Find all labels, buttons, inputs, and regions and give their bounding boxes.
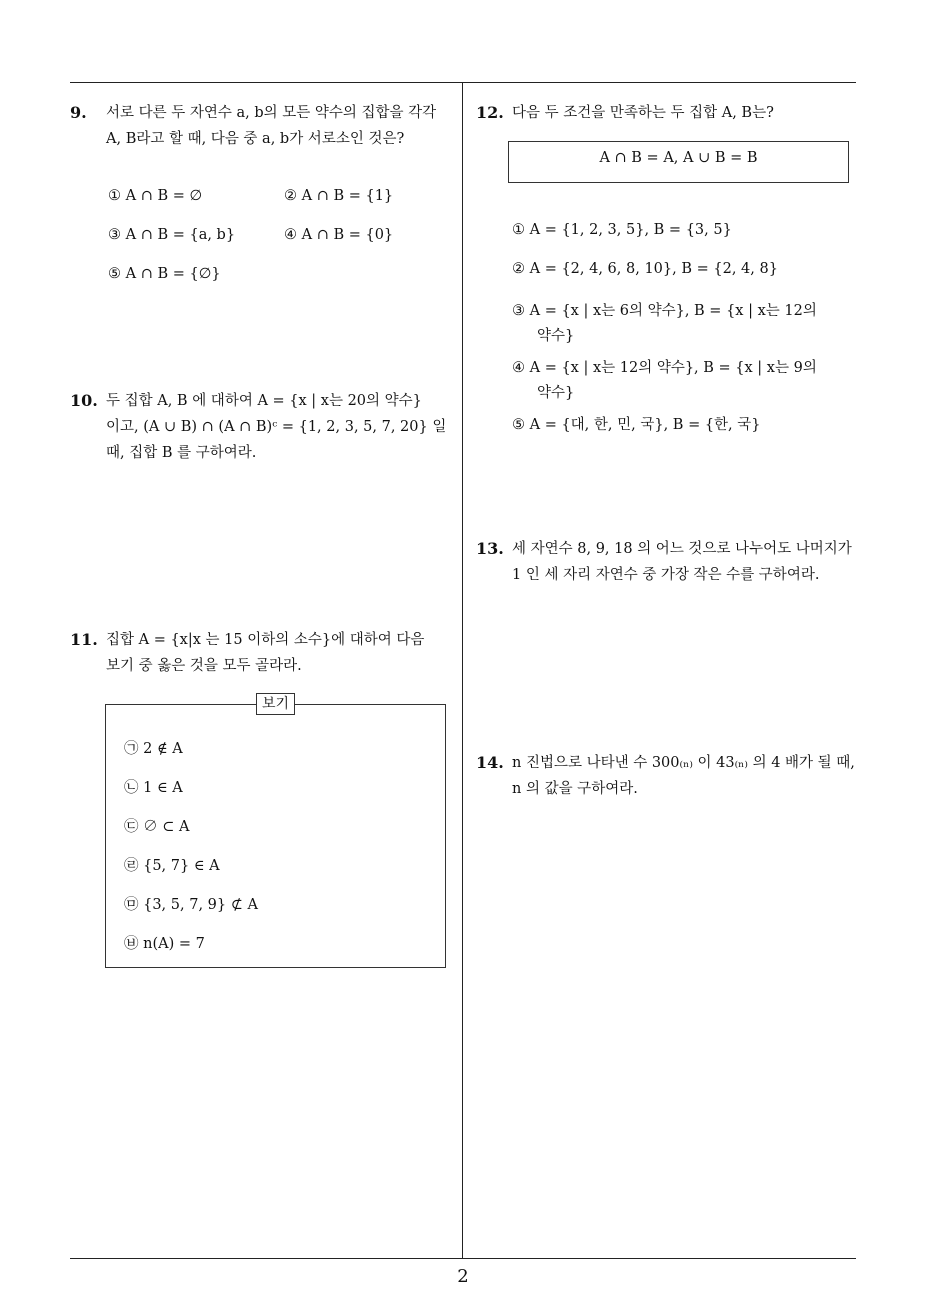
question-line: 1 인 세 자리 자연수 중 가장 작은 수를 구하여라. bbox=[512, 567, 820, 583]
question-text bbox=[476, 536, 856, 588]
choice-1: ① A ∩ B = ∅ bbox=[108, 188, 203, 204]
question-text bbox=[70, 100, 456, 152]
bogi-item: ㉠ 2 ∉ A bbox=[124, 741, 183, 757]
question-line: 이고, (A ∪ B) ∩ (A ∩ B)ᶜ = {1, 2, 3, 5, 7, 20} 일 bbox=[106, 419, 447, 435]
question-line: 집합 A = {x|x 는 15 이하의 소수}에 대하여 다음 bbox=[106, 632, 425, 648]
choice-3: ③ A ∩ B = {a, b} bbox=[108, 227, 236, 243]
question-line: 두 집합 A, B 에 대하여 A = {x | x는 20의 약수} bbox=[106, 393, 422, 409]
bogi-item: ㉣ {5, 7} ∈ A bbox=[124, 858, 220, 874]
question-line: n 진법으로 나타낸 수 300₍ₙ₎ 이 43₍ₙ₎ 의 4 배가 될 때, bbox=[512, 755, 855, 771]
question-number: 10. bbox=[70, 391, 98, 410]
question-line: 다음 두 조건을 만족하는 두 집합 A, B는? bbox=[512, 105, 774, 121]
bogi-label: 보기 bbox=[256, 693, 295, 715]
question-10 bbox=[70, 388, 456, 466]
question-line: 보기 중 옳은 것을 모두 골라라. bbox=[106, 658, 302, 674]
question-number: 9. bbox=[70, 103, 87, 122]
question-text bbox=[70, 388, 456, 466]
question-line: 서로 다른 두 자연수 a, b의 모든 약수의 집합을 각각 bbox=[106, 105, 437, 121]
top-rule bbox=[70, 82, 856, 83]
bogi-item: ㉥ n(A) = 7 bbox=[124, 936, 205, 952]
question-text bbox=[476, 100, 856, 126]
choice-3: ③ A = {x | x는 6의 약수}, B = {x | x는 12의 bbox=[512, 303, 817, 319]
choice-1: ① A = {1, 2, 3, 5}, B = {3, 5} bbox=[512, 222, 732, 238]
question-12 bbox=[476, 100, 856, 126]
question-9 bbox=[70, 100, 456, 152]
question-number: 11. bbox=[70, 630, 98, 649]
question-13 bbox=[476, 536, 856, 588]
bogi-box bbox=[105, 696, 446, 968]
choice-5: ⑤ A = {대, 한, 민, 국}, B = {한, 국} bbox=[512, 417, 761, 433]
condition-box bbox=[508, 141, 849, 183]
question-text bbox=[476, 750, 856, 802]
question-text bbox=[70, 627, 456, 679]
bogi-item: ㉢ ∅ ⊂ A bbox=[124, 819, 190, 835]
question-line: 세 자연수 8, 9, 18 의 어느 것으로 나누어도 나머지가 bbox=[512, 541, 852, 557]
bottom-rule bbox=[70, 1258, 856, 1259]
page-number: 2 bbox=[457, 1266, 469, 1287]
question-11 bbox=[70, 627, 456, 679]
question-number: 12. bbox=[476, 103, 504, 122]
choice-4: ④ A ∩ B = {0} bbox=[284, 227, 394, 243]
bogi-item: ㉡ 1 ∈ A bbox=[124, 780, 183, 796]
question-line: A, B라고 할 때, 다음 중 a, b가 서로소인 것은? bbox=[106, 131, 405, 147]
question-number: 14. bbox=[476, 753, 504, 772]
column-divider bbox=[462, 82, 463, 1258]
choice-5: ⑤ A ∩ B = {∅} bbox=[108, 266, 221, 282]
question-line: n 의 값을 구하여라. bbox=[512, 781, 638, 797]
choice-2: ② A = {2, 4, 6, 8, 10}, B = {2, 4, 8} bbox=[512, 261, 778, 277]
condition-text: A ∩ B = A, A ∪ B = B bbox=[599, 150, 758, 166]
choice-2: ② A ∩ B = {1} bbox=[284, 188, 394, 204]
bogi-item: ㉤ {3, 5, 7, 9} ⊄ A bbox=[124, 897, 258, 913]
question-line: 때, 집합 B 를 구하여라. bbox=[106, 445, 257, 461]
choice-3-continued: 약수} bbox=[537, 328, 575, 344]
question-number: 13. bbox=[476, 539, 504, 558]
choice-4-continued: 약수} bbox=[537, 385, 575, 401]
question-14 bbox=[476, 750, 856, 802]
choice-4: ④ A = {x | x는 12의 약수}, B = {x | x는 9의 bbox=[512, 360, 817, 376]
